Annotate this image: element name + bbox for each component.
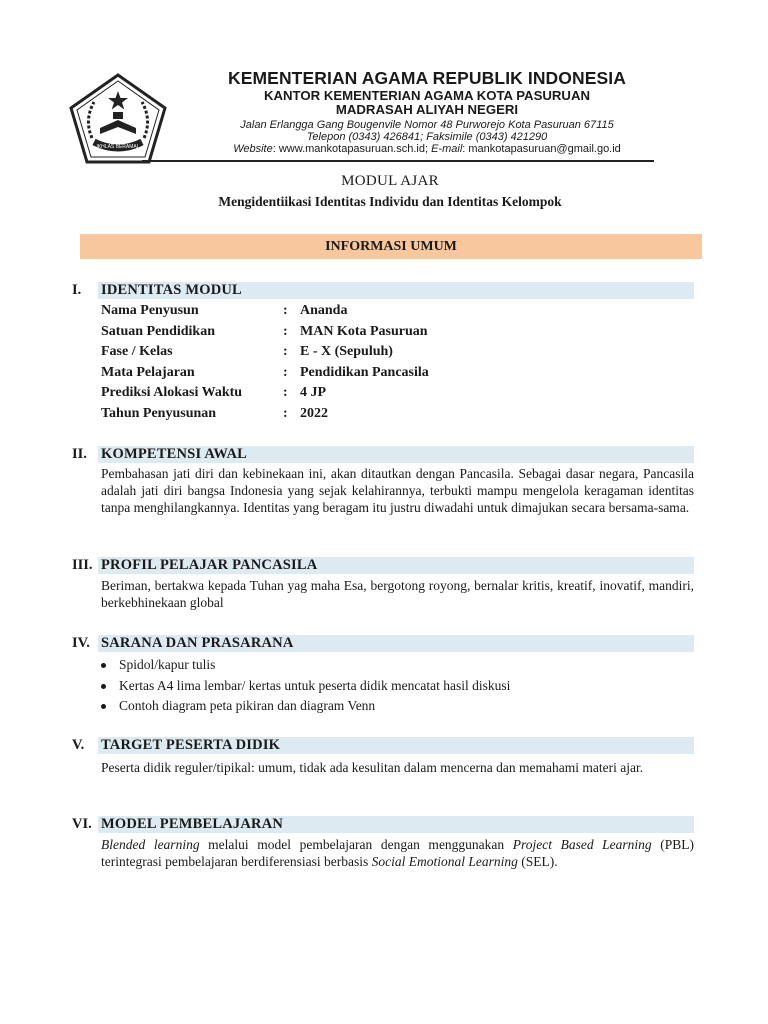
term-social-emotional-learning: Social Emotional Learning	[371, 854, 518, 869]
bullet-icon	[101, 684, 106, 689]
section-number: I.	[72, 282, 82, 298]
section-label: PROFIL PELAJAR PANCASILA	[101, 557, 318, 573]
identity-colon: :	[283, 324, 288, 339]
term-blended-learning: Blended learning	[101, 837, 200, 852]
identity-colon: :	[283, 344, 288, 359]
identity-key: Fase / Kelas	[101, 344, 173, 359]
office-name: KANTOR KEMENTERIAN AGAMA KOTA PASURUAN	[263, 88, 590, 103]
list-item	[101, 696, 661, 716]
identity-key: Tahun Penyusunan	[101, 406, 217, 421]
section-header-target	[70, 737, 694, 754]
identity-value: Pendidikan Pancasila	[300, 365, 429, 380]
section-number: III.	[72, 557, 93, 573]
school-contact	[200, 143, 654, 155]
identity-key: Nama Penyusun	[101, 303, 199, 318]
section-header-profil	[70, 557, 694, 574]
identity-colon: :	[283, 365, 288, 380]
kemenag-logo	[68, 72, 168, 166]
section-label: MODEL PEMBELAJARAN	[101, 816, 284, 832]
school-phone: Telepon (0343) 426841; Faksimile (0343) 421290	[306, 131, 548, 143]
identity-row	[101, 342, 601, 362]
identity-value: 2022	[300, 406, 328, 421]
identity-row	[101, 301, 601, 321]
model-text-part: (SEL).	[517, 854, 558, 869]
kompetensi-paragraph: Pembahasan jati diri dan kebinekaan ini, akan ditautkan dengan Pancasila. Sebagai dasar negara, Pancasila adalah jati diri bangsa Indonesia yang sejak kelahirannya, terbukti mampu mengelola keragaman identitas tanpa menghilangkannya. Identitas yang beragam itu justru diwadahi untuk dimajukan secara bersama-sama.	[101, 466, 694, 515]
model-text-part: (PBL) terintegrasi pembelajaran berdiferensiasi berbasis	[101, 837, 695, 869]
website-link[interactable]: : www.mankotapasuruan.sch.id;	[272, 143, 432, 155]
identity-value: Ananda	[300, 303, 348, 318]
section-label: SARANA DAN PRASARANA	[101, 635, 294, 651]
list-item-text: Contoh diagram peta pikiran dan diagram Venn	[119, 698, 376, 713]
term-project-based-learning: Project Based Learning	[512, 837, 652, 852]
identity-row	[101, 363, 601, 383]
section-header-identitas	[70, 282, 694, 299]
model-text-part: melalui model pembelajaran dengan menggunakan	[199, 837, 513, 852]
svg-text:IKHLAS BERAMAL: IKHLAS BERAMAL	[96, 144, 140, 150]
school-name: MADRASAH ALIYAH NEGERI	[335, 102, 519, 117]
identity-value: 4 JP	[300, 385, 327, 400]
email-link[interactable]: : mankotapasuruan@gmail.go.id	[462, 143, 621, 155]
website-label: Website	[233, 143, 273, 155]
section-label: IDENTITAS MODUL	[101, 282, 242, 298]
school-address: Jalan Erlangga Gang Bougenvile Nomor 48 Purworejo Kota Pasuruan 67115	[240, 119, 614, 131]
info-banner: INFORMASI UMUM	[80, 234, 702, 259]
identity-key: Prediksi Alokasi Waktu	[101, 385, 243, 400]
list-item-text: Kertas A4 lima lembar/ kertas untuk peserta didik mencatat hasil diskusi	[119, 678, 511, 693]
model-paragraph	[101, 836, 694, 870]
identity-row	[101, 322, 601, 342]
email-label: E-mail	[431, 143, 463, 155]
section-label: TARGET PESERTA DIDIK	[101, 737, 281, 753]
ministry-name: KEMENTERIAN AGAMA REPUBLIK INDONESIA	[227, 68, 626, 88]
list-item	[101, 655, 661, 675]
document-subtitle: Mengidentiikasi Identitas Individu dan Identitas Kelompok	[218, 194, 562, 209]
bullet-icon	[101, 704, 106, 709]
identity-colon: :	[283, 385, 288, 400]
list-item-text: Spidol/kapur tulis	[119, 657, 216, 672]
identity-colon: :	[283, 303, 288, 318]
identity-row	[101, 383, 601, 403]
bullet-icon	[101, 663, 106, 668]
list-item	[101, 676, 661, 696]
section-number: VI.	[72, 816, 92, 832]
section-number: V.	[72, 737, 85, 753]
letterhead-divider	[142, 160, 654, 162]
target-paragraph: Peserta didik reguler/tipikal: umum, tidak ada kesulitan dalam mencerna dan memahami materi ajar.	[101, 760, 644, 775]
identity-row	[101, 404, 601, 424]
section-header-kompetensi	[70, 446, 694, 463]
section-header-model	[70, 816, 694, 833]
identity-key: Satuan Pendidikan	[101, 324, 215, 339]
section-header-sarana	[70, 635, 694, 652]
document-title: MODUL AJAR	[341, 173, 439, 189]
profil-paragraph: Beriman, bertakwa kepada Tuhan yag maha Esa, bergotong royong, bernalar kritis, kreatif, inovatif, mandiri, berkebhinekaan global	[101, 578, 694, 610]
identity-colon: :	[283, 406, 288, 421]
identity-value: E - X (Sepuluh)	[300, 344, 393, 359]
identity-value: MAN Kota Pasuruan	[300, 324, 428, 339]
identity-key: Mata Pelajaran	[101, 365, 195, 380]
section-number: IV.	[72, 635, 90, 651]
section-number: II.	[72, 446, 87, 462]
section-label: KOMPETENSI AWAL	[101, 446, 248, 462]
